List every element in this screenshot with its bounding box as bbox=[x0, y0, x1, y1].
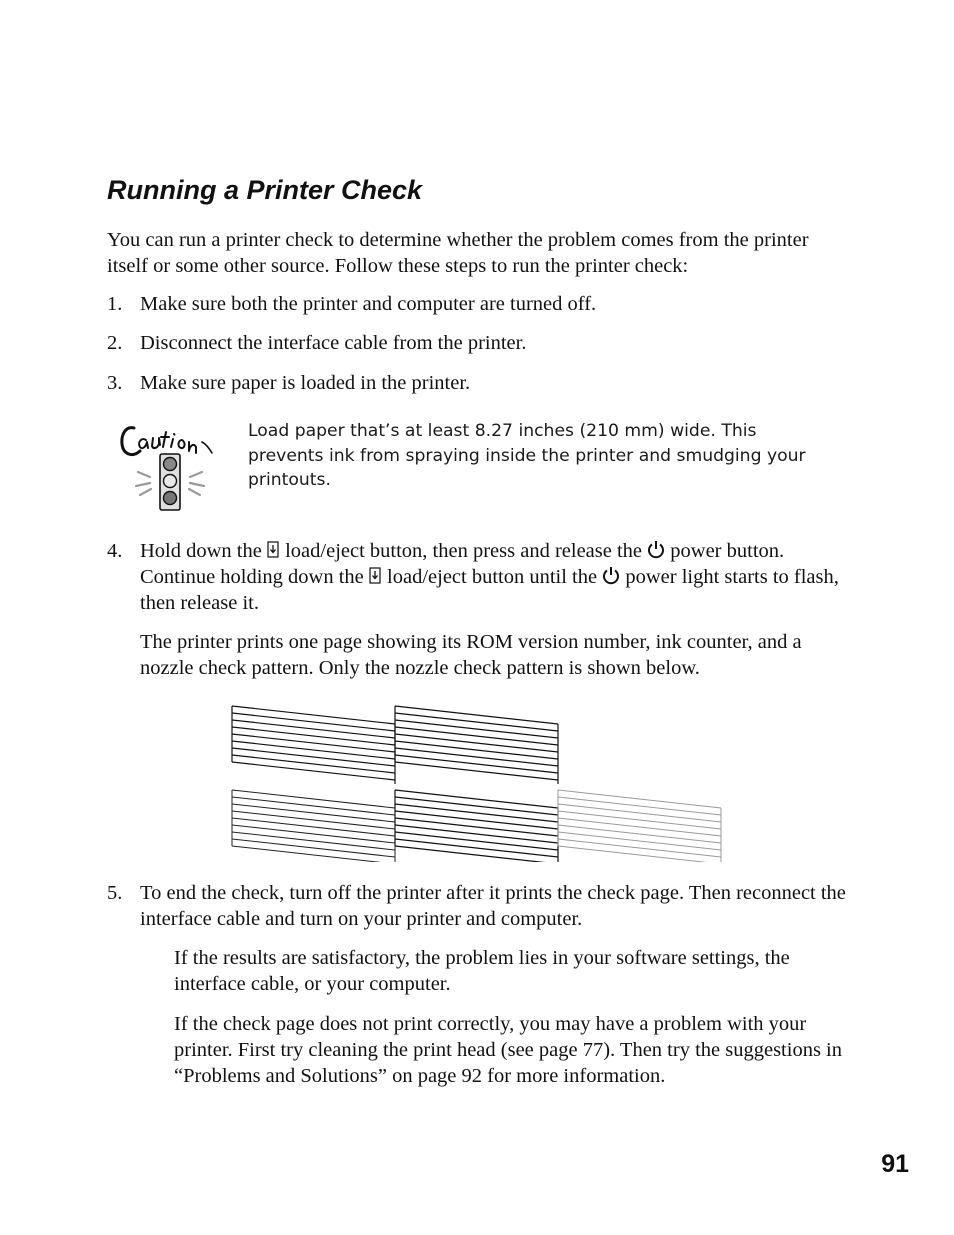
step-number: 1. bbox=[107, 293, 123, 315]
nozzle-line bbox=[395, 748, 558, 766]
nozzle-line bbox=[232, 797, 395, 815]
power-icon bbox=[647, 540, 665, 559]
nozzle-line bbox=[232, 706, 395, 724]
caution-icon bbox=[118, 420, 228, 515]
step-4-result: The printer prints one page showing its ROM version number, ink counter, and a nozzle check pattern. Only the nozzle check pattern is shown below. bbox=[140, 631, 802, 679]
nozzle-block bbox=[395, 790, 558, 862]
results-fail-paragraph: If the check page does not print correctly, you may have a problem with your printer. First try cleaning the print head (see page 77). Then try the suggestions in “Problems and Solutions” on page 92 for more information. bbox=[174, 1013, 842, 1087]
step-4 bbox=[107, 538, 847, 616]
nozzle-line bbox=[232, 839, 395, 857]
nozzle-line bbox=[558, 797, 721, 815]
nozzle-line bbox=[232, 720, 395, 738]
text-run: load/eject button until the bbox=[381, 566, 603, 588]
text-run: power light starts to flash, then release it. bbox=[140, 566, 839, 614]
nozzle-line bbox=[395, 818, 558, 836]
nozzle-line bbox=[558, 839, 721, 857]
nozzle-line bbox=[232, 762, 395, 780]
nozzle-line bbox=[232, 727, 395, 745]
nozzle-line bbox=[232, 748, 395, 766]
nozzle-line bbox=[395, 713, 558, 731]
step-1 bbox=[107, 291, 847, 317]
nozzle-block bbox=[232, 706, 395, 784]
text-run: power button. Continue holding down the bbox=[140, 540, 785, 588]
nozzle-line bbox=[395, 755, 558, 773]
load-eject-icon bbox=[369, 567, 382, 585]
nozzle-line bbox=[395, 706, 558, 724]
nozzle-block bbox=[232, 790, 395, 862]
page-number: 91 bbox=[881, 1150, 909, 1178]
step-5 bbox=[107, 880, 847, 932]
nozzle-line bbox=[558, 818, 721, 836]
nozzle-line bbox=[232, 825, 395, 843]
nozzle-line bbox=[395, 762, 558, 780]
nozzle-line bbox=[232, 713, 395, 731]
nozzle-line bbox=[395, 832, 558, 850]
nozzle-line bbox=[395, 797, 558, 815]
step-number: 4. bbox=[107, 540, 123, 562]
nozzle-line bbox=[232, 741, 395, 759]
nozzle-line bbox=[395, 811, 558, 829]
nozzle-line bbox=[395, 804, 558, 822]
nozzle-check-pattern bbox=[228, 700, 728, 862]
step-2 bbox=[107, 330, 847, 356]
nozzle-line bbox=[395, 839, 558, 857]
nozzle-line bbox=[232, 811, 395, 829]
nozzle-line bbox=[395, 825, 558, 843]
nozzle-line bbox=[558, 811, 721, 829]
results-ok-paragraph: If the results are satisfactory, the problem lies in your software settings, the interface cable, or your computer. bbox=[174, 947, 790, 995]
nozzle-line bbox=[232, 832, 395, 850]
nozzle-line bbox=[232, 804, 395, 822]
step-text: Make sure paper is loaded in the printer. bbox=[140, 372, 471, 394]
intro-paragraph: You can run a printer check to determine whether the problem comes from the printer itself or some other source. Follow these steps to run the printer check: bbox=[107, 229, 809, 277]
step-text: Make sure both the printer and computer are turned off. bbox=[140, 293, 597, 315]
nozzle-line bbox=[395, 741, 558, 759]
step-text: To end the check, turn off the printer after it prints the check page. Then reconnect the interface cable and turn on your printer and computer. bbox=[140, 882, 846, 930]
nozzle-line bbox=[232, 790, 395, 808]
nozzle-line bbox=[232, 755, 395, 773]
text-run: Hold down the bbox=[140, 540, 267, 562]
step-text: Disconnect the interface cable from the printer. bbox=[140, 332, 527, 354]
nozzle-line bbox=[395, 734, 558, 752]
step-number: 3. bbox=[107, 372, 123, 394]
nozzle-block bbox=[395, 706, 558, 784]
nozzle-line bbox=[558, 832, 721, 850]
page-title: Running a Printer Check bbox=[107, 175, 423, 205]
nozzle-block bbox=[558, 790, 721, 862]
nozzle-line bbox=[558, 790, 721, 808]
step-number: 5. bbox=[107, 882, 123, 904]
nozzle-line bbox=[232, 734, 395, 752]
load-eject-icon bbox=[267, 541, 280, 559]
nozzle-line bbox=[395, 727, 558, 745]
power-icon bbox=[602, 566, 620, 585]
step-text bbox=[140, 538, 847, 616]
step-3 bbox=[107, 370, 847, 396]
nozzle-line bbox=[558, 825, 721, 843]
nozzle-line bbox=[558, 804, 721, 822]
step-number: 2. bbox=[107, 332, 123, 354]
nozzle-line bbox=[232, 818, 395, 836]
nozzle-line bbox=[395, 790, 558, 808]
caution-text: Load paper that’s at least 8.27 inches (210 mm) wide. This prevents ink from spraying inside the printer and smudging your printouts. bbox=[248, 421, 806, 490]
text-run: load/eject button, then press and release the bbox=[279, 540, 648, 562]
nozzle-line bbox=[395, 720, 558, 738]
